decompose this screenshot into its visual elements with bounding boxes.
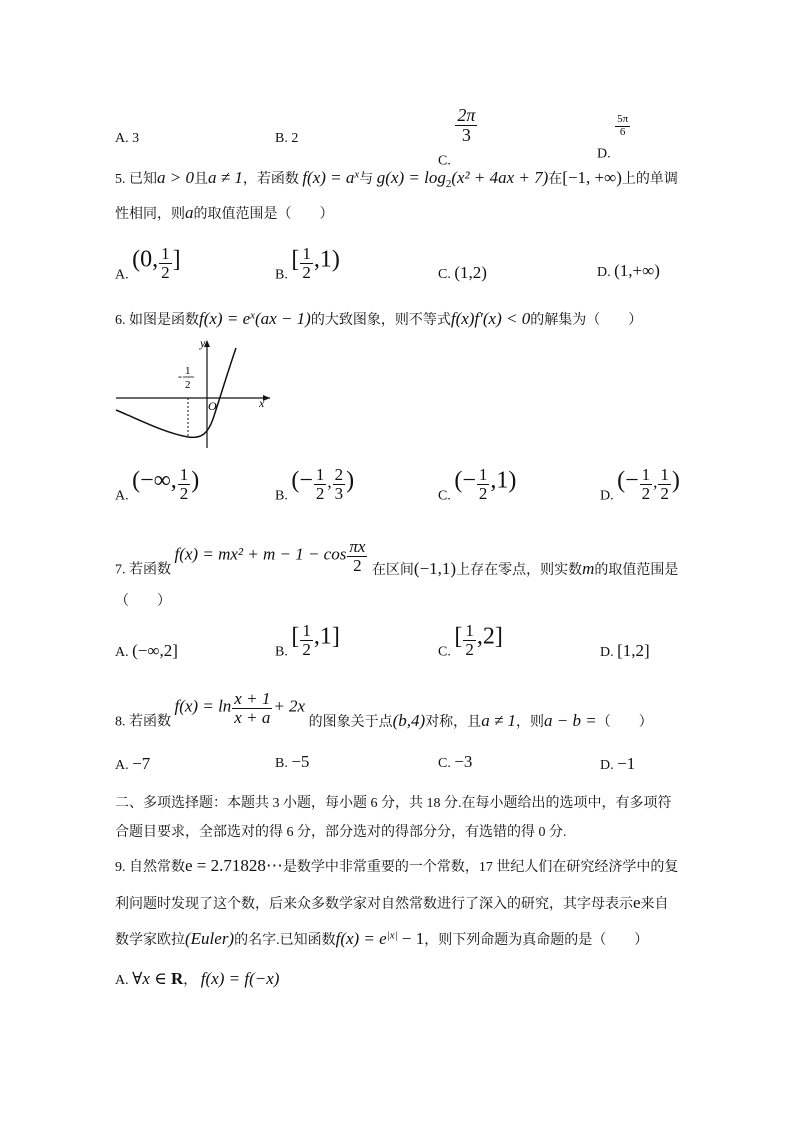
option-label: D.: [597, 146, 611, 162]
q5-option-a[interactable]: A. (0, $\frac{1}{2}$ ]: [115, 244, 181, 283]
q4-option-b[interactable]: [275, 131, 298, 147]
option-label: C.: [438, 153, 451, 169]
q7-option-c[interactable]: C. [ $\frac{1}{2}$ ,2]: [438, 621, 503, 660]
mark-sign: -: [178, 369, 182, 383]
q7-option-b[interactable]: B. [ $\frac{1}{2}$ ,1]: [275, 621, 340, 660]
q6-function-graph: [110, 336, 280, 456]
q4-option-c[interactable]: [438, 106, 478, 170]
option-value: 2: [291, 131, 299, 146]
q7-stem-line2: （ ）: [115, 594, 171, 609]
section-2-heading-line1: 二、多项选择题：本题共 3 小题，每小题 6 分，共 18 分.在每小题给出的选项中，有多项符: [115, 796, 672, 811]
section-2-heading-line2: 合题目要求，全部选对的得 6 分，部分选对的得部分分，有选错的得 0 分.: [115, 825, 567, 840]
q4-option-d[interactable]: [597, 114, 631, 162]
q8-option-c[interactable]: C. −3: [438, 752, 473, 771]
option-label: B.: [275, 131, 288, 146]
q8-option-b[interactable]: B. −5: [275, 752, 310, 771]
q9-stem-line2: 利问题时发现了这个数，后来众多数学家对自然常数进行了深入的研究，其字母表示e来自: [115, 893, 669, 912]
mark-numerator: 1: [185, 365, 191, 377]
q6-option-a[interactable]: A. (−∞, $\frac{1}{2}$ ): [115, 465, 200, 504]
option-fraction: $\frac{2\pi}{3}$: [457, 105, 476, 145]
q5-option-c[interactable]: C. (1,2): [438, 263, 487, 282]
q8-option-a[interactable]: A. −7: [115, 754, 151, 773]
q5-option-d[interactable]: D. (1,+∞): [597, 261, 660, 280]
q8-option-d[interactable]: D. −1: [600, 754, 636, 773]
q7-option-d[interactable]: D. [1,2]: [600, 641, 650, 660]
q5-stem-line2: 性相同，则a的取值范围是（ ）: [115, 203, 334, 222]
origin-label: O: [208, 399, 217, 413]
q6-option-d[interactable]: D. (− $\frac{1}{2}$ , $\frac{1}{2}$ ): [600, 465, 680, 504]
q4-option-a[interactable]: [115, 131, 139, 147]
x-label: x: [259, 396, 265, 410]
q7-stem-line1: 7. 若函数 f(x) = mx² + m − 1 − cos $\frac{\pi x}{2}$ 在区间(−1,1)上存在零点，则实数m的取值范围是: [115, 537, 679, 578]
q6-option-b[interactable]: B. (− $\frac{1}{2}$ , $\frac{2}{3}$ ): [275, 465, 355, 504]
mark-denominator: 2: [185, 379, 191, 391]
q6-option-c[interactable]: C. (− $\frac{1}{2}$ ,1): [438, 465, 517, 504]
option-fraction: $\frac{5\pi}{6}$: [617, 113, 629, 138]
function-curve: [116, 348, 236, 437]
option-label: A.: [115, 131, 129, 146]
q7-option-a[interactable]: A. (−∞,2]: [115, 641, 178, 660]
q9-stem-line3: 数学家欧拉(Euler)的名字.已知函数$f(x) = e^{|x|} - 1$，则下列命题为真命题的是（ ）: [115, 929, 649, 948]
y-label: y: [200, 336, 206, 350]
q5-stem-line1: 5. 已知a > 0且a ≠ 1，若函数 $f(x) = a^x$与 $g(x) = \log_2(x^2 + 4ax + 7)$在[−1, +∞)上的单调: [115, 168, 678, 190]
q8-stem: 8. 若函数 f(x) = ln $\frac{x + 1}{x + a}$ + 2x 的图象关于点(b,4)对称，且a ≠ 1，则a − b =（ ）: [115, 689, 653, 730]
option-value: 3: [132, 131, 140, 146]
q9-stem-line1: 9. 自然常数e = 2.71828⋯是数学中非常重要的一个常数，17 世纪人们在研究经济学中的复: [115, 856, 679, 875]
q9-option-a[interactable]: A. ∀x ∈ R， f(x) = f(−x): [115, 969, 280, 988]
q6-stem: 6. 如图是函数$f(x) = e^x(ax - 1)$的大致图象，则不等式f(x)f′(x) < 0的解集为（ ）: [115, 309, 643, 328]
q5-option-b[interactable]: B. [ $\frac{1}{2}$ ,1): [275, 244, 340, 283]
